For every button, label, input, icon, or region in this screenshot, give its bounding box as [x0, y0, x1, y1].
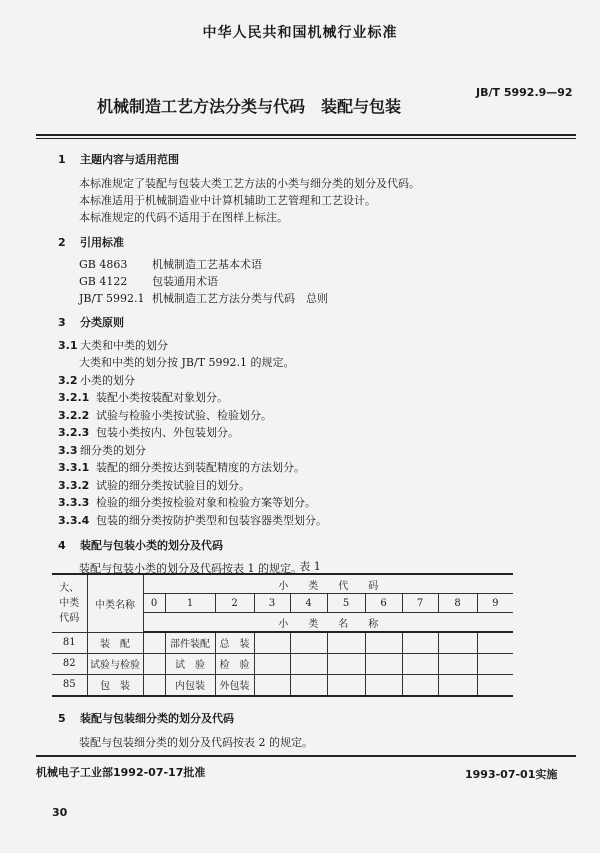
footer-rule: [36, 755, 576, 757]
category-code: 81: [52, 632, 87, 653]
subcategory-cell: 外包装: [215, 674, 254, 696]
category-name: 试验与检验: [87, 653, 143, 674]
clause-number: 3.3.2: [58, 479, 90, 492]
subcategory-cell: [402, 653, 438, 674]
subcategory-cell: [143, 674, 165, 696]
clause: [58, 459, 305, 475]
paragraph: 本标准适用于机械制造业中计算机辅助工艺管理和工艺设计。: [79, 194, 376, 207]
subcategory-cell: 部件装配: [165, 632, 215, 653]
subcategory-cell: [290, 674, 327, 696]
subcategory-cell: [327, 674, 365, 696]
clause-text: 大类和中类的划分: [80, 339, 168, 352]
subcategory-cell: [254, 674, 290, 696]
effective-date: 1993-07-01实施: [465, 768, 558, 781]
clause: [58, 389, 228, 405]
clause: [79, 354, 295, 370]
clause-text: 试验与检验小类按试验、检验划分。: [96, 409, 272, 422]
paragraph: 本标准规定的代码不适用于在图样上标注。: [79, 211, 288, 224]
subcategory-cell: [290, 653, 327, 674]
clause-text: 试验的细分类按试验目的划分。: [96, 479, 250, 492]
clause-text: 包装的细分类按防护类型和包装容器类型划分。: [96, 514, 327, 527]
clause: [58, 512, 327, 528]
classification-table: [52, 573, 513, 697]
document-title: 机械制造工艺方法分类与代码 装配与包装: [97, 97, 402, 116]
small-code-digit: 7: [402, 594, 438, 613]
section-2-heading: 2 引用标准: [58, 236, 124, 249]
section-1-heading: 1 主题内容与适用范围: [58, 153, 179, 166]
table-row: [52, 653, 513, 674]
table-row: [52, 632, 513, 653]
category-name: 包 装: [87, 674, 143, 696]
subcategory-cell: [402, 674, 438, 696]
subcategory-cell: [254, 653, 290, 674]
header-small-name: 小 类 名 称: [143, 613, 513, 633]
clause-text: 小类的划分: [80, 374, 135, 387]
clause-text: 检验的细分类按检验对象和检验方案等划分。: [96, 496, 316, 509]
clause-number: 3.1: [58, 339, 78, 352]
subcategory-cell: [438, 674, 477, 696]
clause-number: 3.3: [58, 444, 78, 457]
subcategory-cell: 试 验: [165, 653, 215, 674]
clause: [58, 337, 168, 353]
small-code-digit: 5: [327, 594, 365, 613]
subcategory-cell: [290, 632, 327, 653]
clause-number: 3.3.4: [58, 514, 90, 527]
clause-number: 3.2.1: [58, 391, 90, 404]
clause-text: 装配的细分类按达到装配精度的方法划分。: [96, 461, 305, 474]
category-name: 装 配: [87, 632, 143, 653]
small-code-digit: 2: [215, 594, 254, 613]
issuing-body: 中华人民共和国机械行业标准: [202, 25, 398, 41]
subcategory-cell: [254, 632, 290, 653]
subcategory-cell: [477, 674, 513, 696]
subcategory-cell: 总 装: [215, 632, 254, 653]
clause-number: 3.2: [58, 374, 78, 387]
clause: [58, 407, 272, 423]
table-caption: 表 1: [299, 560, 321, 573]
clause-text: 装配小类按装配对象划分。: [96, 391, 228, 404]
paragraph: 装配与包装小类的划分及代码按表 1 的规定。: [79, 562, 302, 575]
clause: [58, 477, 250, 493]
clause-text: 包装小类按内、外包装划分。: [96, 426, 239, 439]
reference-item: GB 4863 机械制造工艺基本术语: [79, 258, 262, 271]
reference-item: JB/T 5992.1 机械制造工艺方法分类与代码 总则: [79, 292, 328, 305]
paragraph: 装配与包装细分类的划分及代码按表 2 的规定。: [79, 736, 313, 749]
page-number: 30: [52, 806, 68, 819]
subcategory-cell: [327, 632, 365, 653]
reference-item: GB 4122 包装通用术语: [79, 275, 218, 288]
subcategory-cell: [477, 632, 513, 653]
section-4-heading: 4 装配与包装小类的划分及代码: [58, 539, 223, 552]
subcategory-cell: 检 验: [215, 653, 254, 674]
standard-code: JB/T 5992.9—92: [476, 86, 573, 99]
header-rule: [36, 134, 576, 136]
header-code: 大、中类代码: [52, 574, 87, 632]
section-3-heading: 3 分类原则: [58, 316, 124, 329]
small-code-digit: 4: [290, 594, 327, 613]
paragraph: 本标准规定了装配与包装大类工艺方法的小类与细分类的划分及代码。: [79, 177, 420, 190]
subcategory-cell: [327, 653, 365, 674]
approval-date: 机械电子工业部1992-07-17批准: [36, 766, 206, 779]
section-5-heading: 5 装配与包装细分类的划分及代码: [58, 712, 234, 725]
clause: [58, 442, 146, 458]
subcategory-cell: [365, 632, 402, 653]
clause: [58, 494, 316, 510]
subcategory-cell: [402, 632, 438, 653]
header-rule-thin: [36, 138, 576, 139]
clause-number: 3.2.3: [58, 426, 90, 439]
header-small-code: 小 类 代 码: [143, 574, 513, 594]
small-code-digit: 0: [143, 594, 165, 613]
small-code-digit: 6: [365, 594, 402, 613]
clause: [58, 372, 135, 388]
category-code: 82: [52, 653, 87, 674]
clause-number: 3.3.1: [58, 461, 90, 474]
clause-text: 大类和中类的划分按 JB/T 5992.1 的规定。: [79, 356, 295, 369]
subcategory-cell: [477, 653, 513, 674]
subcategory-cell: [438, 632, 477, 653]
clause-text: 细分类的划分: [80, 444, 146, 457]
subcategory-cell: [365, 674, 402, 696]
category-code: 85: [52, 674, 87, 696]
subcategory-cell: 内包装: [165, 674, 215, 696]
small-code-digit: 9: [477, 594, 513, 613]
table-row: [52, 674, 513, 696]
clause-number: 3.2.2: [58, 409, 90, 422]
small-code-digit: 3: [254, 594, 290, 613]
clause: [58, 424, 239, 440]
subcategory-cell: [143, 632, 165, 653]
small-code-digit: 1: [165, 594, 215, 613]
header-name: 中类名称: [87, 574, 143, 632]
clause-number: 3.3.3: [58, 496, 90, 509]
small-code-digit: 8: [438, 594, 477, 613]
subcategory-cell: [365, 653, 402, 674]
subcategory-cell: [143, 653, 165, 674]
subcategory-cell: [438, 653, 477, 674]
